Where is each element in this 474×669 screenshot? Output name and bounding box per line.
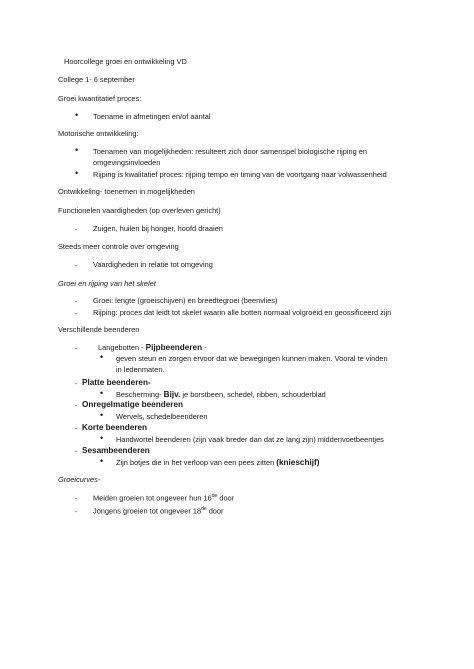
heading-skelet: Groei en rijping van het skelet [58, 279, 156, 288]
bullet-dash-icon [75, 494, 77, 503]
list-item-text: Jongens groeien tot ongeveer 18 [93, 506, 202, 516]
bullet-dash-icon [75, 447, 77, 456]
bold-term: Korte beenderen [82, 423, 148, 432]
ontwikkeling-line: Ontwikkeling- toenemen in mogelijkheden [58, 187, 195, 196]
bold-term: Bijv. [163, 390, 181, 399]
sub-item: Handwortel beenderen (zijn vaak breder dan dat ze lang zijn) middenvoetbeentjes [116, 435, 384, 444]
list-item-text: Langebotten - [98, 343, 146, 352]
bullet-dash-icon [75, 401, 77, 410]
sub-item-text: je borstbeen, schedel, ribben, schouderblad [180, 390, 326, 399]
bullet-dot-icon [75, 168, 78, 178]
bullet-dash-icon [75, 507, 77, 516]
list-item: Toename in afmetingen en/of aantal [93, 112, 211, 121]
bullet-dot-icon [100, 433, 103, 443]
list-item [93, 507, 224, 515]
document-title: Hoorcollege groei en ontwikkeling VD [64, 57, 187, 66]
list-item-text: door [206, 506, 224, 516]
superscript: de [211, 493, 218, 499]
college-date: College 1- 6 september [58, 75, 135, 84]
bold-term: Platte beenderen- [82, 378, 151, 387]
bold-term: Pijpbeenderen [145, 343, 203, 352]
sub-item [116, 391, 326, 399]
heading-controle: Steeds meer controle over omgeving [58, 242, 179, 251]
bullet-dash-icon [75, 379, 77, 388]
sub-item [116, 459, 319, 467]
bullet-dot-icon [100, 410, 103, 420]
list-item: Zuigen, huilen bij honger, hoofd draaien [93, 224, 223, 233]
heading-functionele-vaardigheden: Functionelen vaardigheden (op overleven gericht) [58, 206, 221, 215]
bullet-dash-icon [75, 261, 77, 270]
list-item-onregelmatige-beenderen [82, 401, 183, 409]
list-item: Groei: lengte (groeischijven) en breedtegroei (beenvlies) [93, 296, 278, 305]
list-item-lange-botten [98, 344, 207, 352]
bullet-dot-icon [75, 145, 78, 155]
sub-item: Wervels, schedelbeenderen [116, 412, 208, 421]
list-item: Rijping is kwalitatief proces: rijping tempo en timing van de voortgang naar volwassenheid [93, 170, 387, 179]
bullet-dot-icon [100, 352, 103, 362]
bullet-dash-icon [75, 225, 77, 234]
bold-term: Onregelmatige beenderen [82, 400, 184, 409]
heading-groeicurves: Groeicurves- [58, 475, 101, 484]
list-item-continued: omgevingsinvloeden [93, 158, 161, 167]
list-item-sesambeenderen [82, 447, 150, 455]
list-item: Vaardigheden in relatie tot omgeving [93, 260, 213, 269]
bold-term: (knieschijf) [276, 458, 320, 467]
bullet-dot-icon [100, 388, 103, 398]
sub-item: geven steun en zorgen ervoor dat we bewegingen kunnen maken. Vooral te vinden [116, 354, 388, 363]
list-item-text: Meiden groeien tot ongeveer hun 16 [93, 493, 212, 503]
list-item-text: door [217, 493, 235, 503]
sub-item-continued: in ledenmaten. [116, 365, 165, 374]
list-item-text: - [202, 343, 207, 352]
list-item-korte-beenderen [82, 424, 147, 432]
sub-item-text: Zijn botjes die in het verloop van een pees zitten [116, 458, 277, 467]
bold-term: Sesambeenderen [82, 446, 150, 455]
bullet-dash-icon [75, 424, 77, 433]
sub-item-text: Bescherming- [116, 390, 164, 399]
list-item-platte-beenderen [82, 379, 151, 387]
heading-motorische-ontwikkeling: Motorische ontwikkeling: [58, 129, 139, 138]
heading-beenderen: Verschillende beenderen [58, 325, 140, 334]
superscript: de [201, 506, 207, 512]
bullet-dash-icon [75, 344, 77, 353]
heading-groei-kwantitatief: Groei kwantitatief proces: [58, 94, 142, 103]
bullet-dash-icon [75, 309, 77, 318]
bullet-dot-icon [75, 110, 78, 120]
list-item: Rijping: proces dat leidt tot skelet waarin alle botten normaal volgroeid en geossificeerd zijn [93, 308, 392, 317]
bullet-dot-icon [100, 456, 103, 466]
list-item [93, 494, 234, 502]
bullet-dash-icon [75, 297, 77, 306]
list-item: Toenamen van mogelijkheden: resulteert zich door samenspel biologische rijping en [93, 147, 368, 156]
